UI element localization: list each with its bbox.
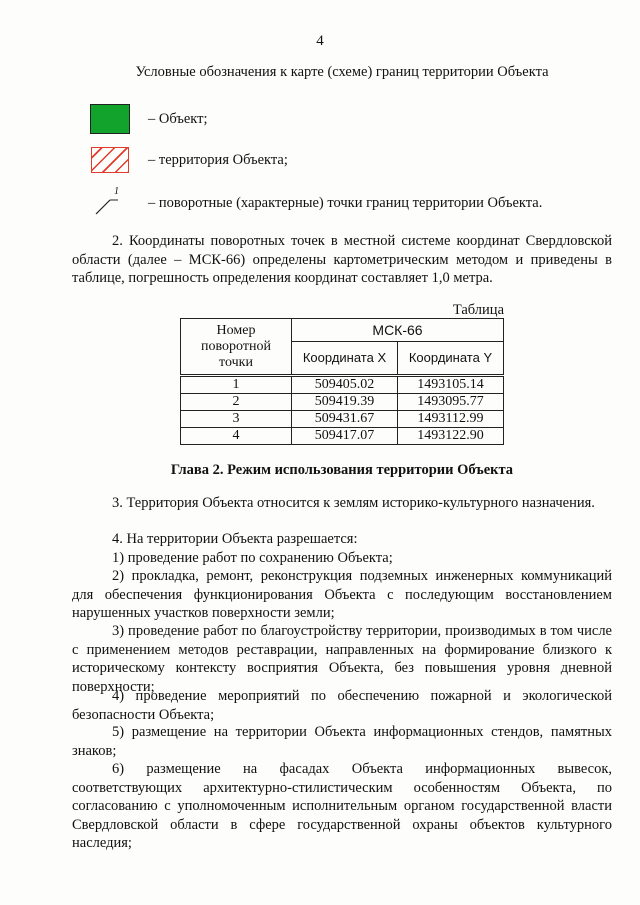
cell-y: 1493105.14 — [398, 376, 504, 394]
table-row — [181, 428, 504, 445]
table-caption: Таблица — [452, 302, 504, 318]
legend-label-points: – поворотные (характерные) точки границ территории Объекта. — [148, 194, 543, 211]
table-row — [181, 394, 504, 411]
legend-label-object: – Объект; — [148, 110, 208, 127]
list-item: 4) проведение мероприятий по обеспечению пожарной и экологической безопасности Объекта; — [72, 688, 612, 723]
paragraph-3: 3. Территория Объекта относится к землям историко-культурного назначения. — [112, 495, 595, 511]
list-item: 2) прокладка, ремонт, реконструкция подземных инженерных коммуникаций для обеспечения функционирования Объекта с последующим восстановлением нарушенных участков поверхности земли; — [72, 568, 612, 621]
cell-point: 1 — [181, 376, 292, 394]
turning-point-icon — [90, 188, 130, 218]
header-coordinate-system: МСК-66 — [292, 319, 504, 342]
cell-point: 4 — [181, 428, 292, 445]
cell-y: 1493122.90 — [398, 428, 504, 445]
legend-item-points — [90, 188, 542, 218]
cell-point: 2 — [181, 394, 292, 411]
cell-x: 509419.39 — [292, 394, 398, 411]
cell-point: 3 — [181, 411, 292, 428]
header-point-number: Номер поворотной точки — [181, 319, 292, 376]
table-row — [181, 376, 504, 394]
legend-title: Условные обозначения к карте (схеме) границ территории Объекта — [135, 64, 549, 80]
red-hatch-swatch-icon — [91, 147, 129, 173]
list-item: 5) размещение на территории Объекта информационных стендов, памятных знаков; — [72, 724, 612, 759]
list-item: 6) размещение на фасадах Объекта информационных вывесок, соответствующих архитектурно-стилистическим особенностям Объекта, по согласованию с уполномоченным исполнительным органом государственной власти Свердловской области в сфере государственной охраны объектов культурного наследия; — [72, 761, 612, 851]
cell-y: 1493095.77 — [398, 394, 504, 411]
paragraph-4: 4. На территории Объекта разрешается: — [112, 531, 358, 547]
cell-x: 509431.67 — [292, 411, 398, 428]
turning-point-number: 1 — [114, 186, 119, 197]
cell-y: 1493112.99 — [398, 411, 504, 428]
chapter-title: Глава 2. Режим использования территории Объекта — [170, 462, 514, 478]
cell-x: 509405.02 — [292, 376, 398, 394]
coordinates-table — [180, 318, 504, 445]
green-fill-swatch-icon — [90, 104, 130, 134]
header-coordinate-y: Координата Y — [398, 342, 504, 376]
legend-item-territory — [90, 147, 288, 173]
paragraph-2: 2. Координаты поворотных точек в местной системе координат Свердловской области (далее – МСК-66) определены картометрическим методом и приведены в таблице, погрешность определения координат составляет 1,0 метра. — [72, 233, 612, 286]
legend-label-territory: – территория Объекта; — [148, 151, 288, 168]
header-coordinate-x: Координата X — [292, 342, 398, 376]
list-item: 3) проведение работ по благоустройству территории, производимых в том числе с применением методов реставрации, направленных на формирование близкого к историческому контексту восприятия Объекта, без повышения уровня дневной поверхности; — [72, 623, 612, 695]
page-number: 4 — [316, 33, 324, 49]
cell-x: 509417.07 — [292, 428, 398, 445]
legend-item-object — [90, 104, 208, 134]
list-item: 1) проведение работ по сохранению Объекта; — [112, 550, 393, 566]
table-row — [181, 411, 504, 428]
